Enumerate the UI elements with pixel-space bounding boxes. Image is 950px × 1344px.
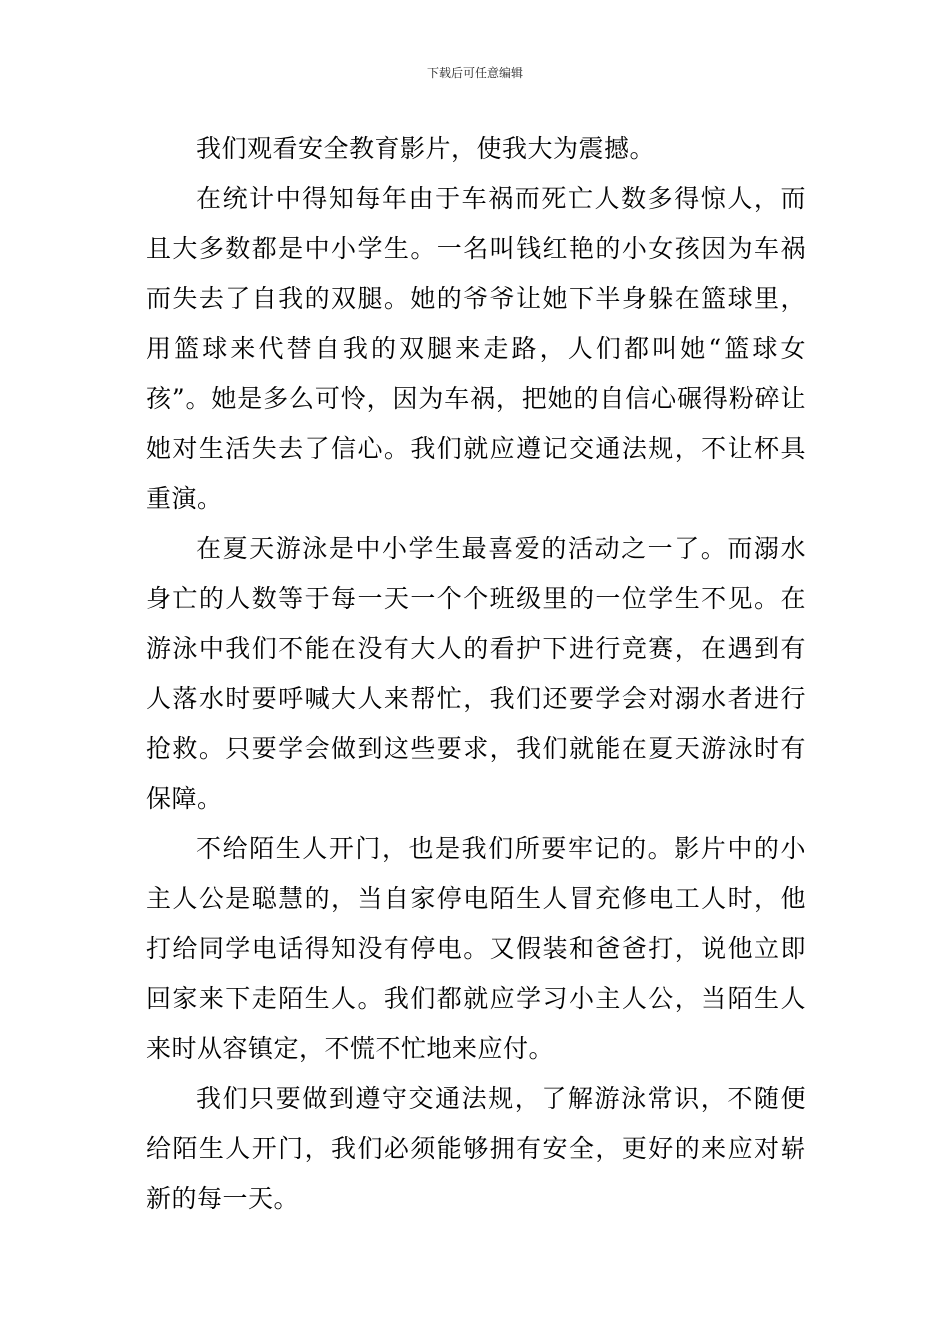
paragraph-swimming-safety: 在夏天游泳是中小学生最喜爱的活动之一了。而溺水身亡的人数等于每一天一个个班级里的一位学生不见。在游泳中我们不能在没有大人的看护下进行竞赛，在遇到有人落水时要呼喊大人来帮忙，我们还要学会对溺水者进行抢救。只要学会做到这些要求，我们就能在夏天游泳时有保障。 bbox=[146, 534, 806, 813]
document-body bbox=[146, 124, 806, 1224]
paragraph-intro: 我们观看安全教育影片，使我大为震撼。 bbox=[196, 134, 656, 163]
paragraph-strangers: 不给陌生人开门，也是我们所要牢记的。影片中的小主人公是聪慧的，当自家停电陌生人冒充修电工人时，他打给同学电话得知没有停电。又假装和爸爸打，说他立即回家来下走陌生人。我们都就应学习小主人公，当陌生人来时从容镇定，不慌不忙地来应付。 bbox=[146, 834, 806, 1063]
paragraph-traffic-safety: 在统计中得知每年由于车祸而死亡人数多得惊人，而且大多数都是中小学生。一名叫钱红艳的小女孩因为车祸而失去了自我的双腿。她的爷爷让她下半身躲在篮球里，用篮球来代替自我的双腿来走路，人们都叫她“篮球女孩”。她是多么可怜，因为车祸，把她的自信心碾得粉碎让她对生活失去了信心。我们就应遵记交通法规，不让杯具重演。 bbox=[146, 184, 806, 513]
page-header: 下载后可任意编辑 bbox=[426, 66, 523, 80]
paragraph-conclusion: 我们只要做到遵守交通法规，了解游泳常识，不随便给陌生人开门，我们必须能够拥有安全，更好的来应对崭新的每一天。 bbox=[146, 1084, 806, 1213]
